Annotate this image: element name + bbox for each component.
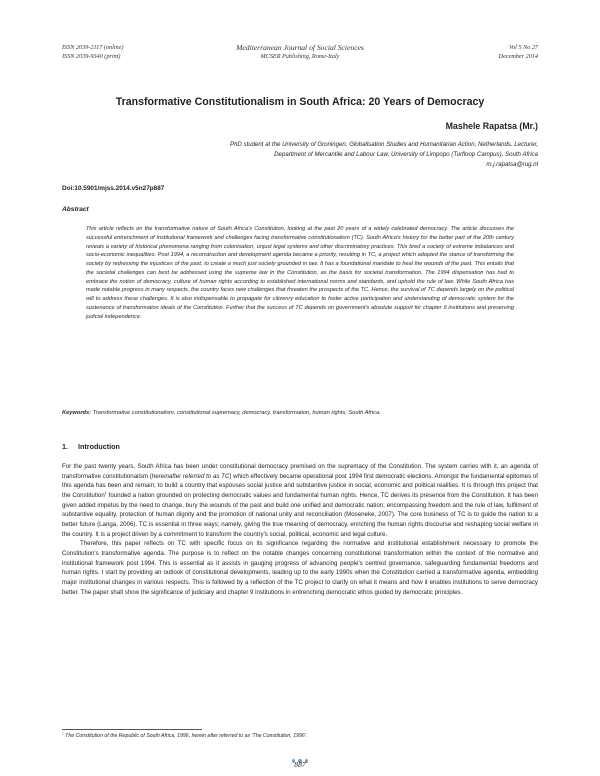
paragraph-2: Therefore, this paper reflects on TC with specific focus on its significance regarding the normative and institutional establishment necessary to promote the Constitution's transformative agenda. The purpose is to reflect on the notable changes concerning constitutional transformation within the context of the normative and institutional framework post 1994. This is essential as it assists in gauging progress of advancing people's centred governance, safeguarding fundamental freedoms and human rights. I start by providing an outlook of constitutional developments, leading up to the early 1990s when the Constitution carried a transformative agenda, embedding major institutional changes in various respects. This is followed by a reflection of the TC project to clarify on what it means and how it enables institutions to serve democracy better. The paper shall show the significance of judiciary and chapter 9 institutions in entrenching democratic ethos guided by democratic principles.	[62, 540, 538, 596]
section-heading	[62, 442, 120, 451]
paragraph-1	[62, 462, 538, 539]
affiliation-line-1: PhD student at the University of Groningen, Globalisation Studies and Humanitarian Action, Netherlands. Lecturer,	[229, 141, 538, 148]
volume: Vol 5 No 27	[508, 44, 538, 51]
affiliation-line-2: Department of Mercantile and Labour Law, University of Limpopo (Turfloop Campus), South Africa	[274, 151, 538, 158]
keywords-list: Transformative constitutionalism, constitutional supremacy, democracy, transformation, human rights, South Africa.	[92, 410, 381, 416]
section-number: 1.	[62, 442, 68, 451]
section-title: Introduction	[78, 442, 120, 451]
paragraph-1-b: ) which effectively became operational post 1994 first democratic elections. Amongst the fundamental epitomes of this agenda has been and remain; to build a country that espouses social justice and substantive justice in social, economic and political realities. It is through this project that the Constitution	[62, 472, 539, 499]
footnote-divider	[62, 729, 202, 730]
affiliation	[118, 140, 538, 170]
abstract-heading: Abstract	[62, 206, 89, 213]
publisher: MCSER Publishing, Rome-Italy	[260, 53, 340, 60]
hereinafter-note: hereinafter referred to as TC	[151, 472, 230, 480]
journal-block	[62, 43, 538, 61]
footnote-number: 1	[62, 731, 64, 736]
author-name: Mashele Rapatsa (Mr.)	[445, 121, 538, 131]
issue-date: December 2014	[498, 53, 538, 60]
paper-title: Transformative Constitutionalism in South Africa: 20 Years of Democracy	[115, 96, 485, 108]
keywords	[62, 410, 538, 416]
doi[interactable]: Doi:10.5901/mjss.2014.v5n27p887	[62, 185, 165, 192]
author-email[interactable]: m.j.rapatsa@rug.nl	[486, 161, 538, 168]
paragraph-1-a: For the past twenty years, South Africa has been under constitutional democracy premised on the supremacy of the Constitution. The system carries with it, an agenda of transformative constitutionalism (	[62, 463, 538, 480]
footnote-text: The Constitution of the Republic of South Africa, 1996, herein after referred to as 'The Constitution, 1996'.	[63, 733, 308, 739]
footnote	[62, 733, 307, 739]
issn-print: ISSN 2039-9340 (print)	[62, 53, 121, 60]
keywords-label: Keywords:	[62, 410, 92, 416]
body-text	[62, 462, 538, 597]
abstract-text: This article reflects on the transformative nature of South Africa's Constitution, looking at the past 20 years of a widely celebrated democracy. The article discusses the successful entrenchment of institutional framework and challenges facing transformative constitutionalism (TC). South Africa's history for the better part of the 20th century reveals a variety of historical phenomena ranging from colonisation, unjust legal systems and other discriminatory practices. This bred a society of extreme imbalances and socio-economic inequalities. Post 1994, a reconstruction and development agenda became a priority, resulting in TC, a project which adopted the stance of transforming the society by redressing the injustices of the past, to create a much just society grounded in law. It has a foundational mandate to heal the wounds of the past. This entails that the societal challenges can best be addressed using the supreme law in the Constitution, as the basis for societal transformation. The 1994 dispensation has had to embrace the notion of democracy, culture of human rights according to established international norms and standards, and uphold the rule of law. While South Africa has made notable progress in many respects, the country faces new challenges that threaten the prospects of the TC. Hence, the survival of TC depends largely on the political will to address these challenges. It is also indispensable to propagate for citizenry education to foster active participation and understanding of democratic system for the sustenance of transformation ideals of the Constitution. Further that the success of TC depends on government's absolute support for chapter 9 institutions and preserving judicial independence.	[86, 226, 514, 320]
issn-online: ISSN 2039-2117 (online)	[62, 44, 124, 51]
volume-block	[499, 43, 538, 61]
page-number: 887	[294, 760, 306, 769]
footnote-ref[interactable]: 1	[104, 490, 107, 495]
paragraph-1-c: founded a nation grounded on protecting democratic values and fundamental human rights. Hence, TC derives its presence from the Constitution. It has been given added impetus by the need to change, bury the wounds of the past and build one unified and democratic nation; encompassing freedom and the rule of law, fulfilment of substantive equality, protection of human dignity and the promotion of national unity and reconciliation (Moseneke, 2007). The core business of TC is to guide the nation to a better future (Langa, 2006). TC is essential in three ways; namely, giving the true meaning of democracy, enriching the human rights discourse and reshaping social welfare in the country. It is a project driven by a commitment to transform the country's social, political, economic and legal culture.	[62, 491, 539, 538]
journal-name: Mediterranean Journal of Social Sciences	[236, 43, 364, 52]
